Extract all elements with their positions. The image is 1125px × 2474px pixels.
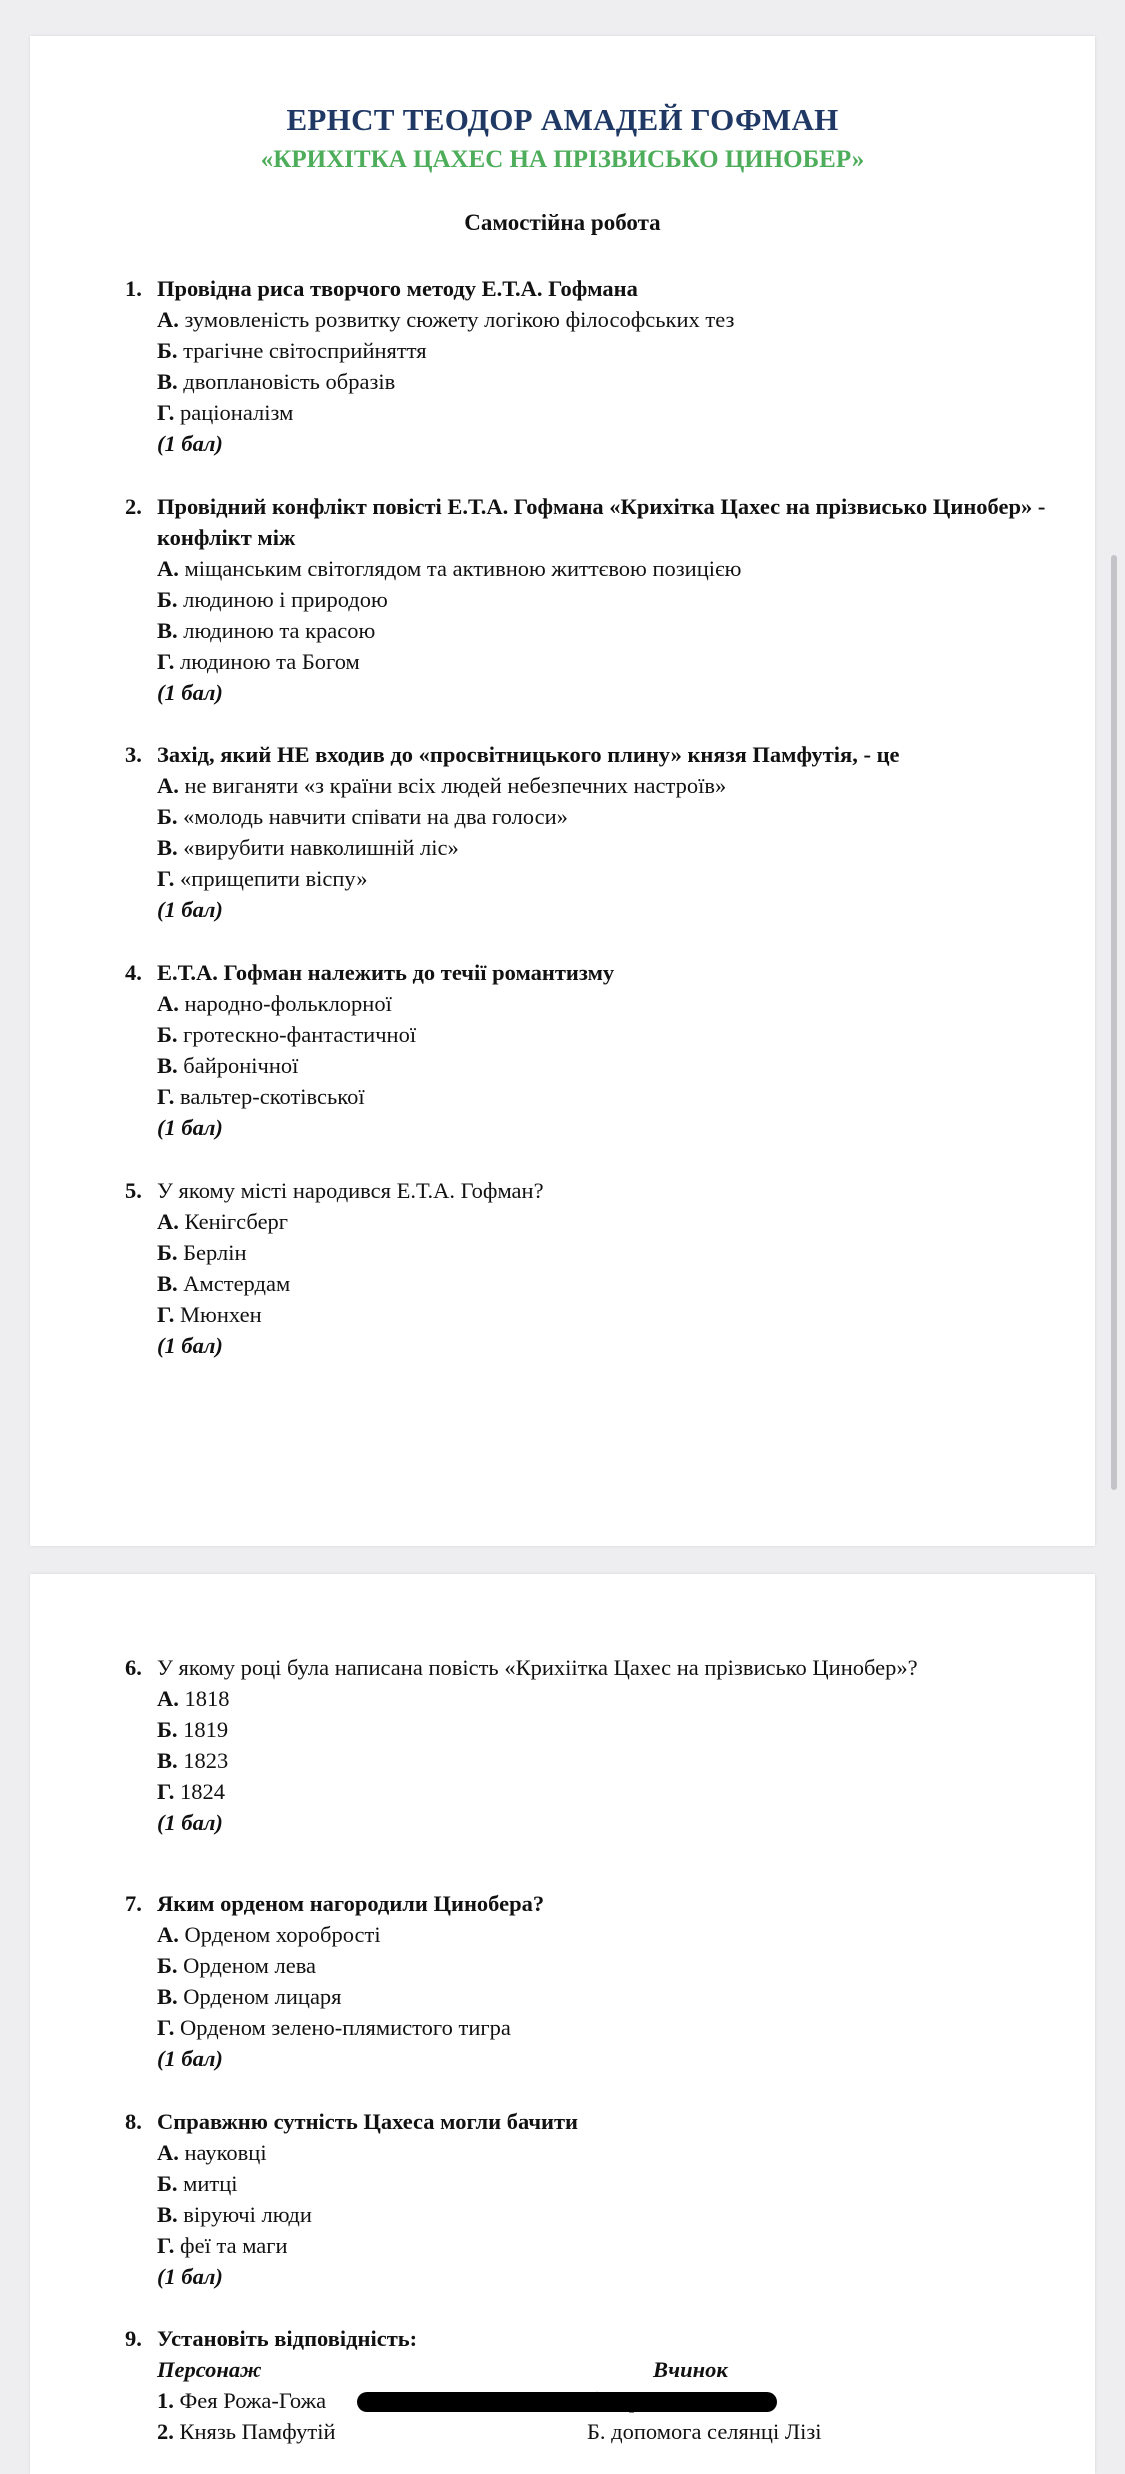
option-b: Б. трагічне світосприйняття: [157, 338, 427, 363]
option-b: Б. митці: [157, 2171, 238, 2196]
option-a: А. науковці: [157, 2140, 267, 2165]
scrollbar[interactable]: [1111, 555, 1117, 1490]
option-v: В. віруючі люди: [157, 2202, 312, 2227]
question-points: (1 бал): [157, 431, 223, 456]
question-7: 7. Яким орденом нагородили Цинобера? А. Орденом хоробрості Б. Орденом лева В. Орденом лицаря Г. Орденом зелено-плямистого тигра (1 бал): [125, 1888, 1060, 2074]
question-3: 3. Захід, який НЕ входив до «просвітницького плину» князя Памфутія, - це А. не виганяти «з країни всіх людей небезпечних настроїв» Б. «молодь навчити співати на два голоси» В. «вирубити навколишній ліс» Г. «прищепити віспу» (1 бал): [125, 739, 1060, 925]
question-8: 8. Справжню сутність Цахеса могли бачити А. науковці Б. митці В. віруючі люди Г. феї та маги (1 бал): [125, 2106, 1060, 2292]
option-a: А. Орденом хоробрості: [157, 1922, 381, 1947]
question-text: Справжню сутність Цахеса могли бачити: [157, 2109, 579, 2134]
question-text: Яким орденом нагородили Цинобера?: [157, 1891, 545, 1916]
document-page-2: [30, 1574, 1095, 2474]
option-a: А. не виганяти «з країни всіх людей небезпечних настроїв»: [157, 773, 727, 798]
question-text: У якому році була написана повість «Крихіітка Цахес на прізвисько Цинобер»?: [157, 1655, 918, 1680]
column-actions: Вчинок: [653, 2357, 728, 2382]
question-1: 1. Провідна риса творчого методу Е.Т.А. Гофмана А. зумовленість розвитку сюжету логікою філософських тез Б. трагічне світосприйняття В. двоплановість образів Г. раціоналізм (1 бал): [125, 273, 1060, 459]
question-9: 9. Установіть відповідність: Персонаж Вчинок 1. Фея Рожа-Гожа 2. Князь Памфутій Б. допомога селянці Лізі: [125, 2323, 1060, 2447]
option-g: Г. Мюнхен: [157, 1302, 262, 1327]
question-points: (1 бал): [157, 2046, 223, 2071]
question-text: Е.Т.А. Гофман належить до течії романтизму: [157, 960, 615, 985]
option-a: А. зумовленість розвитку сюжету логікою філософських тез: [157, 307, 735, 332]
match-row: 2. Князь Памфутій Б. допомога селянці Лізі: [157, 2419, 822, 2444]
option-v: В. 1823: [157, 1748, 229, 1773]
question-4: 4. Е.Т.А. Гофман належить до течії романтизму А. народно-фольклорної Б. гротескно-фантастичної В. байронічної Г. вальтер-скотівської (1 бал): [125, 957, 1060, 1143]
option-v: В. байронічної: [157, 1053, 299, 1078]
column-characters: Персонаж: [157, 2357, 262, 2382]
question-5: 5. У якому місті народився Е.Т.А. Гофман? А. Кенігсберг Б. Берлін В. Амстердам Г. Мюнхен (1 бал): [125, 1175, 1060, 1361]
option-b: Б. «молодь навчити співати на два голоси»: [157, 804, 568, 829]
match-row: 1. Фея Рожа-Гожа: [157, 2385, 1060, 2416]
question-text: У якому місті народився Е.Т.А. Гофман?: [157, 1178, 544, 1203]
question-text: Провідна риса творчого методу Е.Т.А. Гофмана: [157, 276, 638, 301]
option-v: В. Орденом лицаря: [157, 1984, 342, 2009]
question-6: 6. У якому році була написана повість «Крихіітка Цахес на прізвисько Цинобер»? А. 1818 Б. 1819 В. 1823 Г. 1824 (1 бал): [125, 1652, 1060, 1838]
option-g: Г. раціоналізм: [157, 400, 294, 425]
option-g: Г. людиною та Богом: [157, 649, 360, 674]
question-text: Провідний конфлікт повісті Е.Т.А. Гофмана «Крихітка Цахес на прізвисько Цинобер» - конфлікт між: [157, 494, 1046, 550]
option-b: Б. Берлін: [157, 1240, 247, 1265]
option-g: Г. «прищепити віспу»: [157, 866, 368, 891]
match-table-header: [157, 2354, 1060, 2385]
question-points: (1 бал): [157, 680, 223, 705]
option-v: В. двоплановість образів: [157, 369, 396, 394]
option-a: А. міщанським світоглядом та активною життєвою позицією: [157, 556, 742, 581]
assignment-subtitle: Самостійна робота: [464, 210, 661, 235]
option-b: Б. людиною і природою: [157, 587, 388, 612]
option-v: В. «вирубити навколишній ліс»: [157, 835, 459, 860]
option-b: Б. Орденом лева: [157, 1953, 317, 1978]
question-text: Установіть відповідність:: [157, 2326, 418, 2351]
option-g: Г. 1824: [157, 1779, 226, 1804]
question-points: (1 бал): [157, 1810, 223, 1835]
option-v: В. людиною та красою: [157, 618, 376, 643]
question-points: (1 бал): [157, 897, 223, 922]
question-points: (1 бал): [157, 1333, 223, 1358]
document-page-1: [30, 36, 1095, 1546]
option-g: Г. вальтер-скотівської: [157, 1084, 365, 1109]
option-g: Г. феї та маги: [157, 2233, 288, 2258]
option-a: А. народно-фольклорної: [157, 991, 392, 1016]
question-text: Захід, який НЕ входив до «просвітницького плину» князя Памфутія, - це: [157, 742, 900, 767]
question-points: (1 бал): [157, 1115, 223, 1140]
work-title: «КРИХІТКА ЦАХЕС НА ПРІЗВИСЬКО ЦИНОБЕР»: [260, 146, 865, 173]
redaction-mark: [357, 2392, 777, 2412]
option-a: А. 1818: [157, 1686, 230, 1711]
author-title: ЕРНСТ ТЕОДОР АМАДЕЙ ГОФМАН: [286, 102, 839, 137]
question-2: 2. Провідний конфлікт повісті Е.Т.А. Гофмана «Крихітка Цахес на прізвисько Цинобер» - конфлікт між А. міщанським світоглядом та активною життєвою позицією Б. людиною і природою В. людиною та красою Г. людиною та Богом (1 бал): [125, 491, 1060, 708]
option-b: Б. гротескно-фантастичної: [157, 1022, 417, 1047]
question-points: (1 бал): [157, 2264, 223, 2289]
option-a: А. Кенігсберг: [157, 1209, 289, 1234]
option-b: Б. 1819: [157, 1717, 229, 1742]
option-v: В. Амстердам: [157, 1271, 291, 1296]
option-g: Г. Орденом зелено-плямистого тигра: [157, 2015, 511, 2040]
